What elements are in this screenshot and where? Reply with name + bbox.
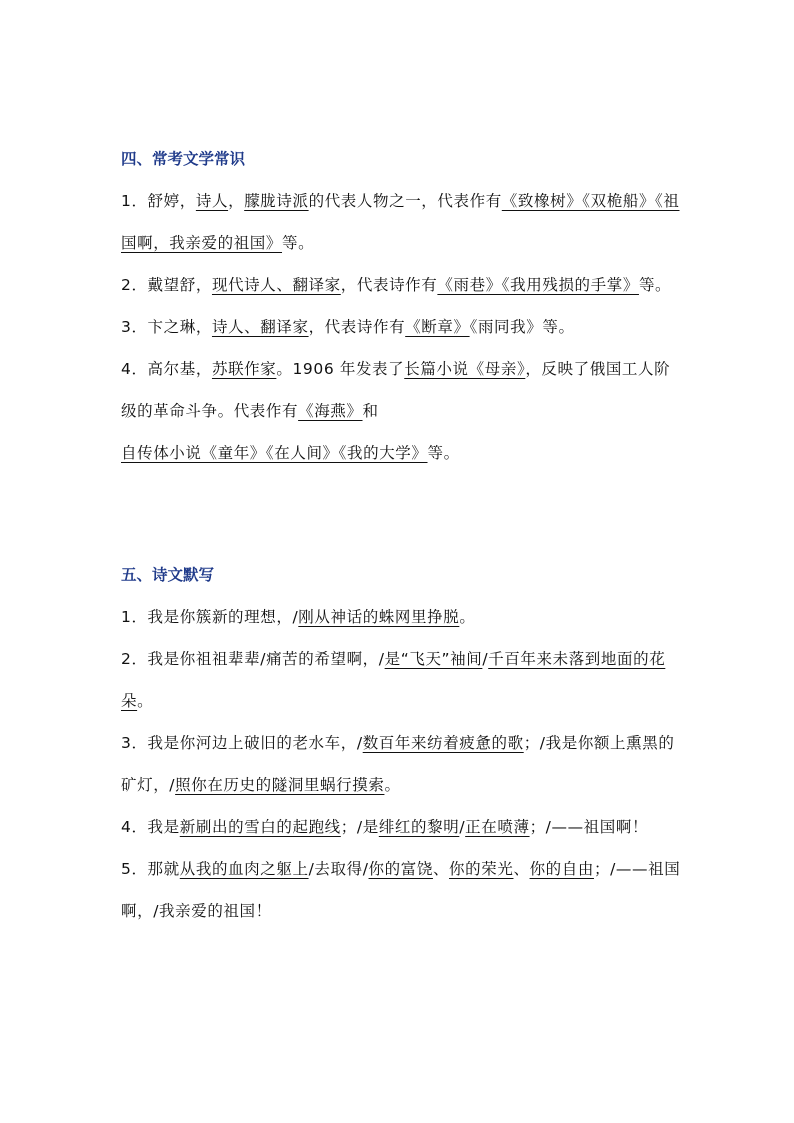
underlined-answer: 诗人、翻译家 — [211, 318, 309, 336]
list-item — [121, 348, 681, 474]
underlined-answer: 是“飞天”袖间 — [384, 650, 483, 668]
underlined-answer: 《断章》 — [405, 318, 470, 336]
section-literary-knowledge — [121, 138, 681, 474]
underlined-answer: 数百年来纺着疲惫的歌 — [362, 734, 524, 752]
text-run: ，反映了俄国工人阶级的革命斗争。代表作有 — [121, 360, 671, 420]
list-item — [121, 848, 681, 932]
list-item — [121, 306, 681, 348]
text-run: 、 — [513, 860, 530, 878]
underlined-answer: 现代诗人、翻译家 — [211, 276, 341, 294]
text-run: 2．我是你祖祖辈辈/痛苦的希望啊，/ — [121, 650, 385, 668]
underlined-answer: 《雨巷》《我用残损的手掌》 — [437, 276, 639, 294]
paragraph-list — [121, 596, 681, 932]
text-run: ，代表诗作有 — [340, 276, 438, 294]
text-run: 等。 — [638, 276, 672, 294]
underlined-answer: 《海燕》 — [298, 402, 363, 420]
text-run: 。 — [137, 692, 154, 710]
underlined-answer: 千百年来未落到地面的花朵 — [121, 650, 666, 710]
underlined-answer: 正在喷薄 — [465, 818, 530, 836]
underlined-answer: 苏联作家 — [211, 360, 277, 378]
underlined-answer: 从我的血肉之躯上 — [179, 860, 309, 878]
underlined-answer: 照你在历史的隧洞里蜗行摸索 — [175, 776, 385, 794]
underlined-answer: 你的富饶 — [368, 860, 433, 878]
text-run: 、 — [432, 860, 450, 878]
section-heading: 五、诗文默写 — [121, 565, 215, 584]
list-item — [121, 722, 681, 806]
text-run: ；/——祖国啊，/我亲爱的祖国！ — [121, 860, 681, 920]
underlined-answer: 绯红的黎明 — [378, 818, 460, 836]
underlined-answer: 你的荣光 — [449, 860, 514, 878]
section-heading: 四、常考文学常识 — [121, 149, 246, 168]
underlined-answer: 诗人 — [195, 192, 229, 210]
underlined-answer: 你的自由 — [529, 860, 594, 878]
text-run: 等。 — [282, 234, 315, 252]
text-run: /去取得/ — [308, 860, 369, 878]
text-run: ，代表诗作有 — [308, 318, 406, 336]
text-run: ；/是 — [340, 818, 379, 836]
list-item — [121, 180, 681, 264]
paragraph-list — [121, 180, 681, 474]
text-run: / — [482, 650, 489, 668]
text-run: 。 — [459, 608, 476, 626]
text-run: ；/我是你额上熏黑的矿灯，/ — [121, 734, 675, 794]
text-run: 1．我是你簇新的理想，/ — [121, 608, 299, 626]
text-run: 。 — [384, 776, 401, 794]
text-run: / — [459, 818, 466, 836]
text-run: 的代表人物之一，代表作有 — [308, 192, 502, 210]
underlined-answer: 《致橡树》《双桅船》《祖国啊，我亲爱的祖国》 — [121, 192, 680, 252]
text-run: 1．舒婷， — [121, 192, 196, 210]
text-run: 2．戴望舒， — [121, 276, 212, 294]
underlined-answer: 新刷出的雪白的起跑线 — [179, 818, 341, 836]
underlined-answer: 刚从神话的蛛网里挣脱 — [298, 608, 460, 626]
text-run: 和 — [362, 402, 379, 420]
underlined-answer: 长篇小说《母亲》 — [404, 360, 526, 378]
text-run: ；/——祖国啊！ — [529, 818, 649, 836]
text-run: 5．那就 — [121, 860, 180, 878]
section-poem-dictation — [121, 554, 681, 932]
text-run: 《雨同我》等。 — [469, 318, 575, 336]
underlined-answer: 朦胧诗派 — [244, 192, 309, 210]
underlined-answer: 自传体小说《童年》《在人间》《我的大学》 — [121, 444, 428, 462]
text-run: 。1906 年发表了 — [276, 360, 405, 378]
text-run: 3．我是你河边上破旧的老水车，/ — [121, 734, 363, 752]
list-item — [121, 596, 681, 638]
text-run: 3．卞之琳， — [121, 318, 212, 336]
text-run: 4．我是 — [121, 818, 180, 836]
list-item — [121, 264, 681, 306]
text-run: 4．高尔基， — [121, 360, 212, 378]
list-item — [121, 638, 681, 722]
text-run: ， — [228, 192, 245, 210]
text-run: 等。 — [427, 444, 460, 462]
list-item — [121, 806, 681, 848]
